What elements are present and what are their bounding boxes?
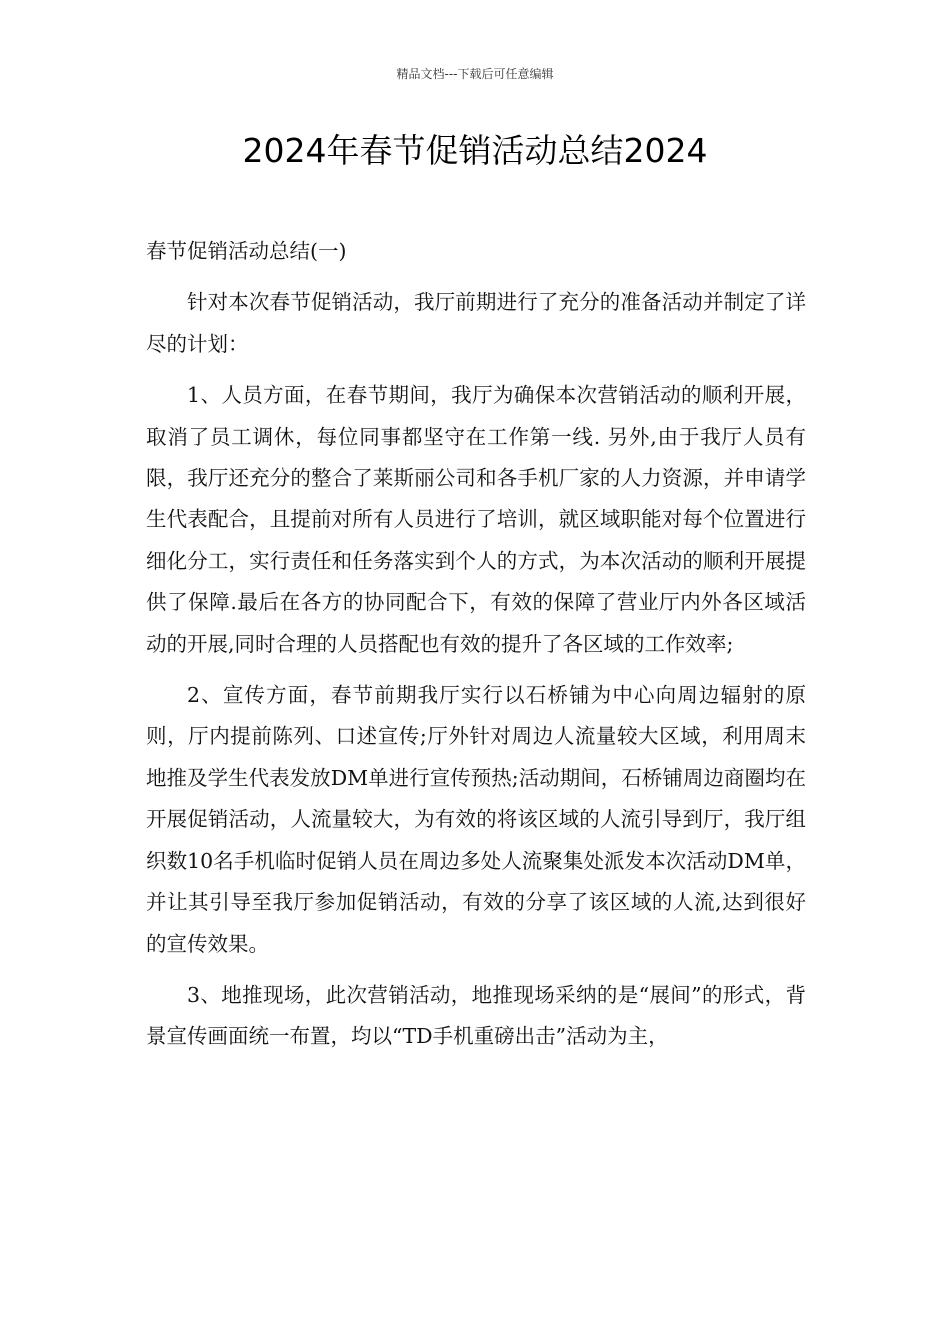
paragraph-onsite: 3、地推现场，此次营销活动，地推现场采纳的是“展间”的形式，背景宣传画面统一布置，均以“TD手机重磅出击”活动为主，	[146, 982, 806, 1049]
paragraph-staffing: 1、人员方面，在春节期间，我厅为确保本次营销活动的顺利开展，取消了员工调休，每位同事都坚守在工作第一线. 另外,由于我厅人员有限，我厅还充分的整合了莱斯丽公司和各手机厂家的人力资源，并申请学生代表配合，且提前对所有人员进行了培训，就区域职能对每个位置进行细化分工，实行责任和任务落实到个人的方式，为本次活动的顺利开展提供了保障.最后在各方的协同配合下，有效的保障了营业厅内外各区域活动的开展,同时合理的人员搭配也有效的提升了各区域的工作效率;	[146, 383, 806, 656]
section-title: 春节促销活动总结(一)	[146, 239, 347, 263]
header-note: 精品文档---下载后可任意编辑	[396, 67, 554, 81]
paragraph-publicity: 2、宣传方面，春节前期我厅实行以石桥铺为中心向周边辐射的原则，厅内提前陈列、口述宣传;厅外针对周边人流量较大区域，利用周末地推及学生代表发放DM单进行宣传预热;活动期间，石桥铺周边商圈均在开展促销活动，人流量较大，为有效的将该区域的人流引导到厅，我厅组织数10名手机临时促销人员在周边多处人流聚集处派发本次活动DM单，并让其引导至我厅参加促销活动，有效的分享了该区域的人流,达到很好的宣传效果。	[146, 683, 806, 956]
document-title: 2024年春节促销活动总结2024	[242, 131, 708, 170]
paragraph-intro: 针对本次春节促销活动，我厅前期进行了充分的准备活动并制定了详尽的计划：	[146, 290, 806, 356]
document-body	[146, 231, 806, 1068]
